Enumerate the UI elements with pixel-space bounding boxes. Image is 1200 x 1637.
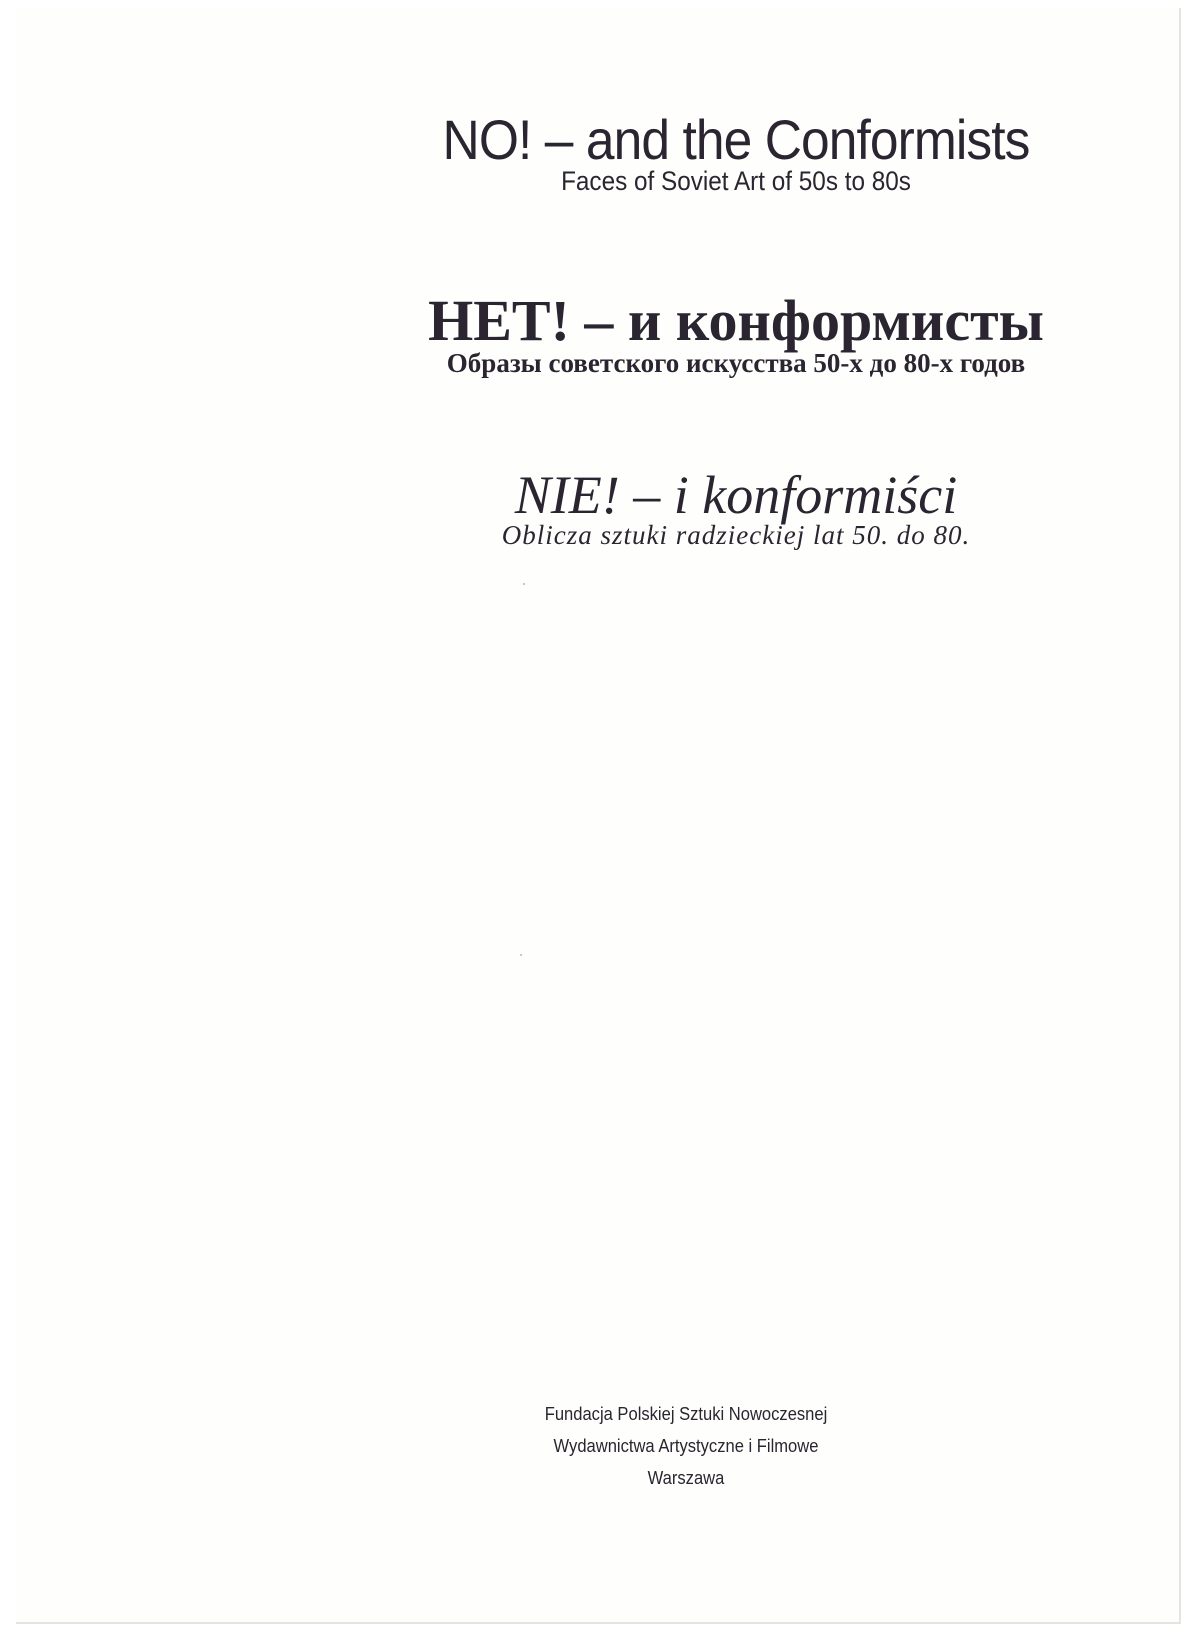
publisher-line: Wydawnictwa Artystyczne i Filmowe [553, 1436, 819, 1456]
publisher-city: Warszawa [647, 1468, 725, 1488]
russian-title-block [356, 290, 1116, 378]
title-page [16, 8, 1181, 1624]
russian-title: НЕТ! – и конформисты [428, 288, 1044, 353]
polish-title-block [356, 464, 1116, 550]
english-title: NO! – and the Conformists [442, 108, 1030, 171]
paper-speck [520, 954, 522, 956]
english-title-block [356, 108, 1116, 196]
russian-subtitle: Образы советского искусства 50-х до 80-х годов [446, 348, 1026, 378]
paper-speck [523, 583, 525, 585]
publisher-imprint [436, 1398, 936, 1494]
english-subtitle: Faces of Soviet Art of 50s to 80s [561, 166, 911, 196]
polish-title: NIE! – i konformiści [514, 465, 958, 525]
publisher-line: Fundacja Polskiej Sztuki Nowoczesnej [544, 1404, 828, 1424]
polish-subtitle: Oblicza sztuki radzieckiej lat 50. do 80. [501, 520, 971, 550]
